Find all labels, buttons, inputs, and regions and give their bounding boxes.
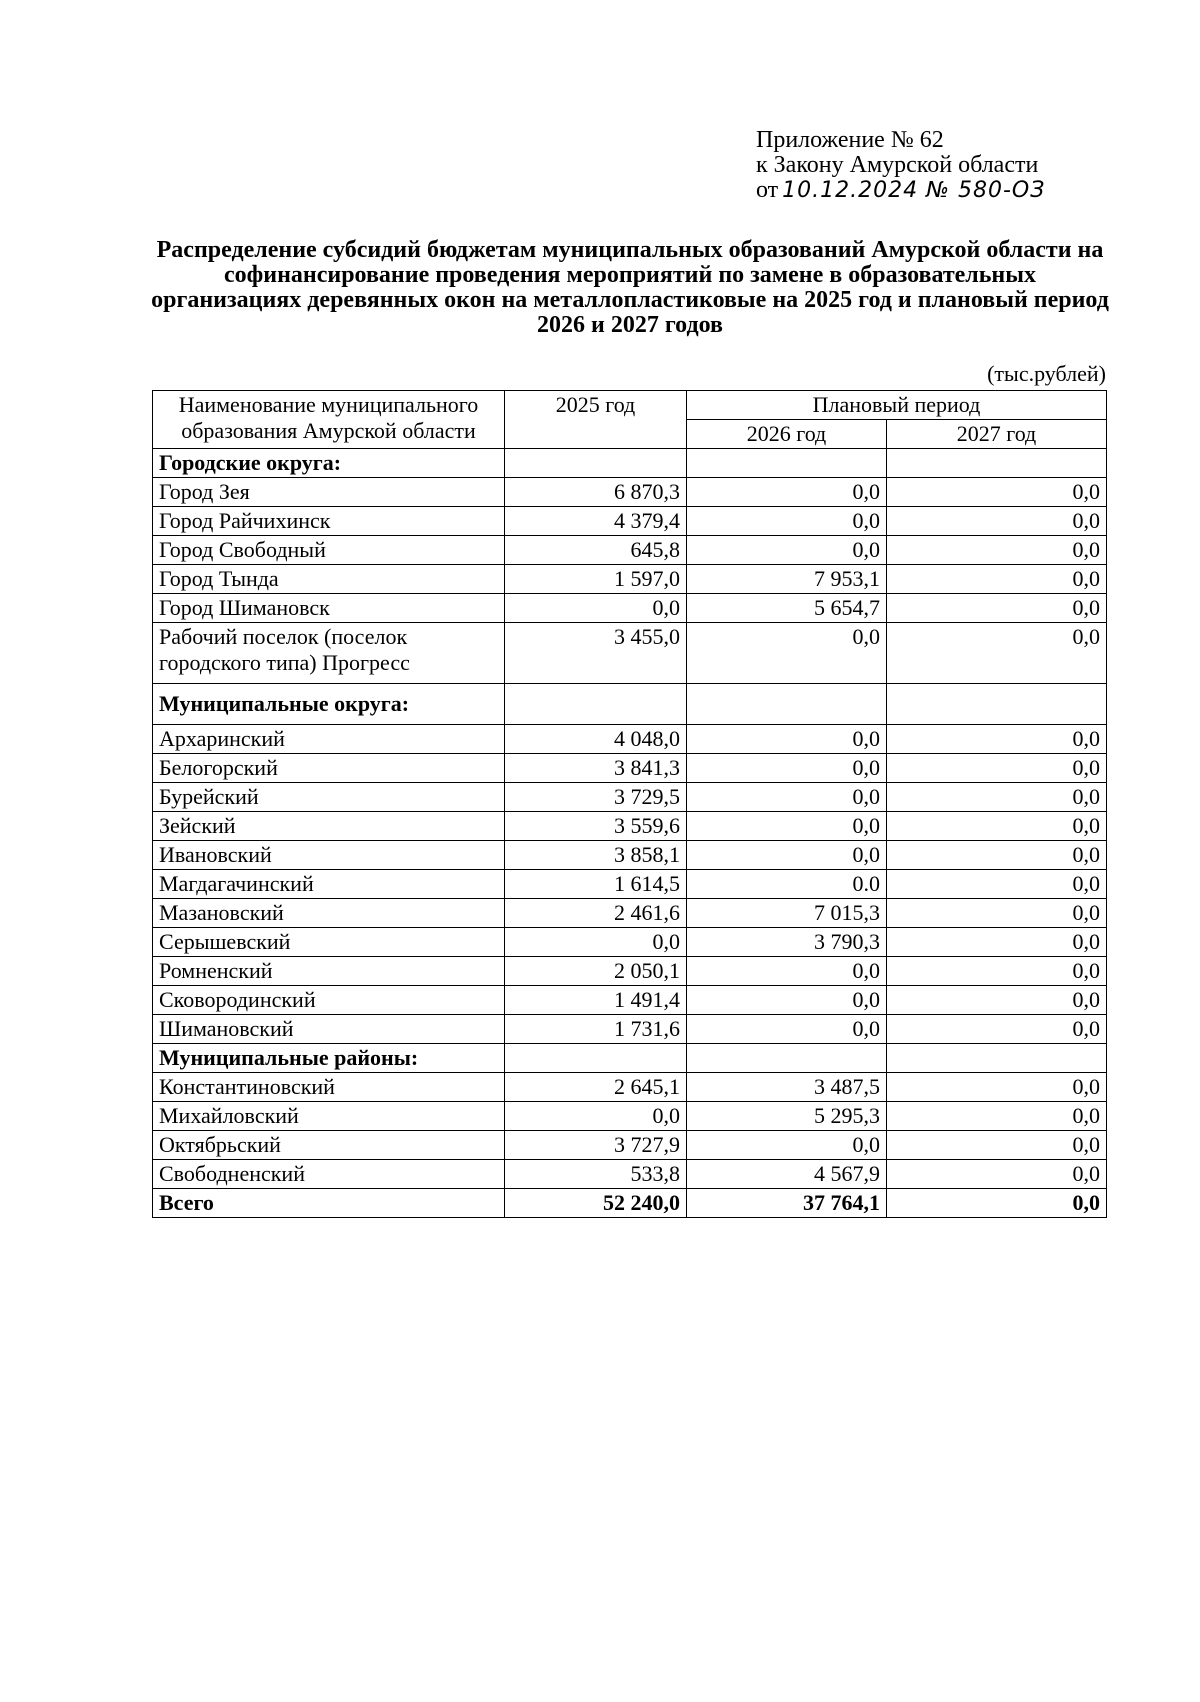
total-row [153, 1189, 1107, 1218]
value-2025: 3 559,6 [505, 812, 687, 841]
value-2027: 0,0 [887, 1073, 1107, 1102]
table-row [153, 507, 1107, 536]
value-2026: 0,0 [687, 1015, 887, 1044]
municipality-name: Рабочий поселок (поселок городского типа) Прогресс [153, 623, 505, 684]
value-2026: 0,0 [687, 812, 887, 841]
value-2026: 4 567,9 [687, 1160, 887, 1189]
empty-cell-2027 [887, 1044, 1107, 1073]
header-2026: 2026 год [687, 420, 887, 449]
value-2025: 0,0 [505, 594, 687, 623]
value-2027: 0,0 [887, 986, 1107, 1015]
table-row [153, 754, 1107, 783]
value-2026: 7 015,3 [687, 899, 887, 928]
value-2026: 0,0 [687, 725, 887, 754]
value-2027: 0,0 [887, 623, 1107, 684]
value-2025: 4 048,0 [505, 725, 687, 754]
table-row [153, 623, 1107, 684]
value-2027: 0,0 [887, 812, 1107, 841]
value-2025: 645,8 [505, 536, 687, 565]
subsidy-table [152, 390, 1107, 1218]
header-plan-period: Плановый период [687, 391, 1107, 420]
municipality-name: Октябрьский [153, 1131, 505, 1160]
value-2025: 1 614,5 [505, 870, 687, 899]
table-row [153, 536, 1107, 565]
value-2026: 0,0 [687, 507, 887, 536]
value-2025: 6 870,3 [505, 478, 687, 507]
value-2027: 0,0 [887, 928, 1107, 957]
section-row [153, 1044, 1107, 1073]
table-row [153, 812, 1107, 841]
value-2025: 1 597,0 [505, 565, 687, 594]
value-2026: 0,0 [687, 1131, 887, 1160]
value-2026: 3 790,3 [687, 928, 887, 957]
table-row [153, 478, 1107, 507]
municipality-name: Михайловский [153, 1102, 505, 1131]
section-row [153, 449, 1107, 478]
table-row [153, 1131, 1107, 1160]
table-row [153, 783, 1107, 812]
municipality-name: Мазановский [153, 899, 505, 928]
section-row [153, 684, 1107, 725]
value-2025: 2 461,6 [505, 899, 687, 928]
value-2025: 1 731,6 [505, 1015, 687, 1044]
municipality-name: Город Свободный [153, 536, 505, 565]
municipality-name: Серышевский [153, 928, 505, 957]
value-2027: 0,0 [887, 783, 1107, 812]
value-2026: 5 295,3 [687, 1102, 887, 1131]
value-2026: 0.0 [687, 870, 887, 899]
municipality-name: Бурейский [153, 783, 505, 812]
municipality-name: Зейский [153, 812, 505, 841]
value-2025: 4 379,4 [505, 507, 687, 536]
value-2027: 0,0 [887, 536, 1107, 565]
value-2027: 0,0 [887, 1015, 1107, 1044]
value-2026: 5 654,7 [687, 594, 887, 623]
header-2027: 2027 год [887, 420, 1107, 449]
value-2027: 0,0 [887, 754, 1107, 783]
value-2026: 0,0 [687, 957, 887, 986]
appendix-date-prefix: от [756, 177, 779, 203]
header-2025: 2025 год [505, 391, 687, 449]
value-2027: 0,0 [887, 870, 1107, 899]
value-2027: 0,0 [887, 594, 1107, 623]
municipality-name: Город Райчихинск [153, 507, 505, 536]
value-2027: 0,0 [887, 1160, 1107, 1189]
section-title: Муниципальные округа: [153, 684, 505, 725]
value-2026: 3 487,5 [687, 1073, 887, 1102]
municipality-name: Город Зея [153, 478, 505, 507]
total-2025: 52 240,0 [505, 1189, 687, 1218]
empty-cell-2026 [687, 684, 887, 725]
municipality-name: Архаринский [153, 725, 505, 754]
value-2026: 0,0 [687, 841, 887, 870]
value-2026: 0,0 [687, 623, 887, 684]
empty-cell-2026 [687, 449, 887, 478]
value-2025: 3 841,3 [505, 754, 687, 783]
value-2027: 0,0 [887, 957, 1107, 986]
appendix-date-line [756, 178, 1045, 203]
value-2025: 0,0 [505, 928, 687, 957]
value-2026: 0,0 [687, 986, 887, 1015]
municipality-name: Шимановский [153, 1015, 505, 1044]
value-2026: 0,0 [687, 536, 887, 565]
value-2027: 0,0 [887, 899, 1107, 928]
value-2025: 3 455,0 [505, 623, 687, 684]
table-row [153, 1015, 1107, 1044]
municipality-name: Город Тында [153, 565, 505, 594]
empty-cell-2025 [505, 684, 687, 725]
handwritten-date-number: 10.12.2024 № 580-ОЗ [782, 178, 1046, 203]
municipality-name: Сковородинский [153, 986, 505, 1015]
empty-cell-2026 [687, 1044, 887, 1073]
table-row [153, 1073, 1107, 1102]
empty-cell-2027 [887, 684, 1107, 725]
municipality-name: Константиновский [153, 1073, 505, 1102]
value-2027: 0,0 [887, 1131, 1107, 1160]
municipality-name: Магдагачинский [153, 870, 505, 899]
table-header-row [153, 391, 1107, 420]
value-2025: 3 727,9 [505, 1131, 687, 1160]
table-row [153, 725, 1107, 754]
value-2027: 0,0 [887, 841, 1107, 870]
table-row [153, 957, 1107, 986]
value-2025: 2 645,1 [505, 1073, 687, 1102]
municipality-name: Белогорский [153, 754, 505, 783]
table-row [153, 899, 1107, 928]
appendix-law-ref: к Закону Амурской области [756, 152, 1039, 178]
value-2025: 2 050,1 [505, 957, 687, 986]
value-2027: 0,0 [887, 725, 1107, 754]
section-title: Городские округа: [153, 449, 505, 478]
table-row [153, 1102, 1107, 1131]
empty-cell-2027 [887, 449, 1107, 478]
value-2025: 533,8 [505, 1160, 687, 1189]
appendix-block [756, 128, 1045, 203]
municipality-name: Ивановский [153, 841, 505, 870]
table-row [153, 986, 1107, 1015]
value-2025: 3 729,5 [505, 783, 687, 812]
table-row [153, 870, 1107, 899]
total-2027: 0,0 [887, 1189, 1107, 1218]
table-body [153, 449, 1107, 1218]
value-2027: 0,0 [887, 507, 1107, 536]
value-2025: 1 491,4 [505, 986, 687, 1015]
total-2026: 37 764,1 [687, 1189, 887, 1218]
units-label: (тыс.рублей) [987, 361, 1106, 386]
municipality-name: Свободненский [153, 1160, 505, 1189]
table-row [153, 841, 1107, 870]
table-row [153, 565, 1107, 594]
table-row [153, 594, 1107, 623]
value-2027: 0,0 [887, 478, 1107, 507]
total-label: Всего [153, 1189, 505, 1218]
empty-cell-2025 [505, 1044, 687, 1073]
table-row [153, 1160, 1107, 1189]
empty-cell-2025 [505, 449, 687, 478]
table-row [153, 928, 1107, 957]
municipality-name: Ромненский [153, 957, 505, 986]
document-title: Распределение субсидий бюджетам муниципальных образований Амурской области на софинансирование проведения мероприятий по замене в образовательных организациях деревянных окон на металлопластиковые на 2025 год и плановый период 2026 и 2027 годов [151, 237, 1109, 338]
value-2026: 0,0 [687, 783, 887, 812]
value-2025: 0,0 [505, 1102, 687, 1131]
appendix-number: Приложение № 62 [756, 127, 944, 153]
section-title: Муниципальные районы: [153, 1044, 505, 1073]
value-2026: 7 953,1 [687, 565, 887, 594]
header-name: Наименование муниципального образования Амурской области [153, 391, 505, 449]
value-2025: 3 858,1 [505, 841, 687, 870]
value-2026: 0,0 [687, 754, 887, 783]
value-2026: 0,0 [687, 478, 887, 507]
value-2027: 0,0 [887, 1102, 1107, 1131]
value-2027: 0,0 [887, 565, 1107, 594]
municipality-name: Город Шимановск [153, 594, 505, 623]
